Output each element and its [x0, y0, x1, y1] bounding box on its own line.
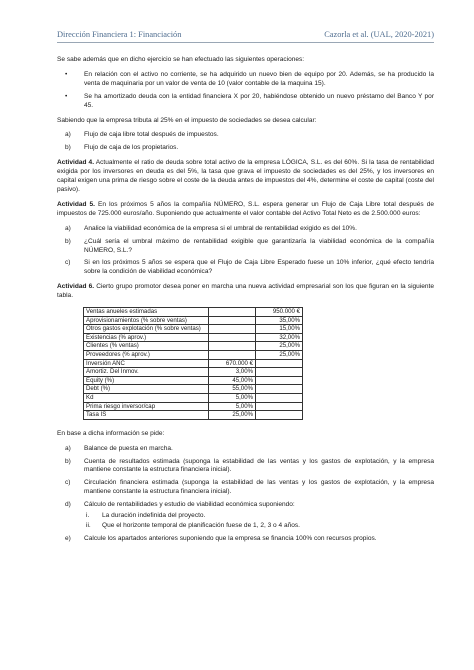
activity-5-item-marker: b) — [65, 237, 71, 245]
ask-item — [57, 144, 434, 153]
table-row — [84, 342, 303, 351]
requirement-item — [57, 501, 434, 531]
row-value-right: 35,00% — [256, 316, 303, 325]
requirement-item-text: Cuenta de resultados estimada (suponga la estabilidad de las ventas y los gastos de explotación, y la empresa mantiene constante la estructura financiera inicial). — [84, 457, 434, 474]
activity-4 — [57, 159, 434, 195]
row-value-right — [256, 368, 303, 377]
table-row — [84, 411, 303, 420]
requirement-item-marker: d) — [65, 501, 71, 509]
table-row — [84, 393, 303, 402]
row-value-mid — [209, 316, 256, 325]
activity-5-text: En los próximos 5 años la compañía NÚMERO, S.L. espera generar un Flujo de Caja Libre total después de impuestos de 725.000 euros/año. Suponiendo que actualmente el valor contable del Activo Total Neto es de 2.500.000 euros: — [57, 200, 434, 217]
requirement-d-sublist — [84, 512, 434, 531]
activity-6 — [57, 283, 434, 301]
row-label: Inversión ANC — [84, 359, 209, 368]
ask-item-marker: a) — [65, 131, 71, 139]
row-label: Existencias (% aprov.) — [84, 333, 209, 342]
activity-5-list — [57, 225, 434, 278]
table-row — [84, 385, 303, 394]
row-value-right — [256, 402, 303, 411]
requirement-item-text: Circulación financiera estimada (suponga la estabilidad de las ventas y los gastos de explotación, y la empresa mantiene constante la estructura financiera inicial). — [84, 479, 434, 496]
row-value-mid: 5,00% — [209, 393, 256, 402]
activity-4-text: Actualmente el ratio de deuda sobre total activo de la empresa LÓGICA, S.L. es del 60%. Si la tasa de rentabilidad exigida por los inversores en deuda es del 5%, la tasa que grava el impuesto de sociedades es del 25%, y los inversores en capital exigen una prima de riesgo sobre el coste de la deuda antes de impuestos del 4%, determine el coste de capital (coste del pasivo). — [57, 159, 434, 193]
row-value-mid: 670.000 € — [209, 359, 256, 368]
requirements-list — [57, 445, 434, 544]
requirement-d-subitem-marker: ii. — [86, 522, 91, 529]
row-value-mid: 55,00% — [209, 385, 256, 394]
row-label: Otros gastos explotación (% sobre ventas) — [84, 325, 209, 334]
data-table — [83, 307, 303, 420]
row-value-right: 25,00% — [256, 342, 303, 351]
row-label: Amortiz. Del Inmov. — [84, 368, 209, 377]
requirement-item-text: Calcule los apartados anteriores suponiendo que la empresa se financia 100% con recursos propios. — [84, 534, 377, 542]
row-value-mid — [209, 351, 256, 360]
operation-item — [57, 71, 434, 89]
activity-5-item-text: Si en los próximos 5 años se espera que el Flujo de Caja Libre Esperado fuese un 10% inferior, ¿qué efecto tendría sobre la condición de viabilidad económica? — [84, 259, 434, 276]
operation-item-text: Se ha amortizado deuda con la entidad financiera X por 20, habiéndose obtenido un nuevo préstamo del Banco Y por 45. — [84, 92, 434, 109]
activity-5 — [57, 201, 434, 219]
row-value-mid — [209, 333, 256, 342]
activity-5-label: Actividad 5. — [57, 200, 95, 208]
requirement-d-subitem-text: La duración indefinida del proyecto. — [102, 512, 206, 520]
activity-5-item — [57, 238, 434, 256]
table-row — [84, 376, 303, 385]
table-row — [84, 308, 303, 317]
requirement-item-marker: a) — [65, 444, 71, 452]
ask-paragraph: Sabiendo que la empresa tributa al 25% en el impuesto de sociedades se desea calcular: — [57, 116, 317, 124]
operations-list — [57, 71, 434, 111]
table-row — [84, 316, 303, 325]
requirement-item-marker: c) — [65, 479, 71, 487]
requirement-item — [57, 535, 434, 544]
activity-5-item-marker: a) — [65, 224, 71, 232]
row-value-right — [256, 411, 303, 420]
ask-item-text: Flujo de caja libre total después de impuestos. — [84, 131, 219, 139]
row-value-right — [256, 385, 303, 394]
row-label: Equity (%) — [84, 376, 209, 385]
row-value-mid — [209, 308, 256, 317]
activity-6-text: Cierto grupo promotor desea poner en marcha una nueva actividad empresarial son los que figuran en la siguiente tabla. — [57, 283, 435, 300]
requirement-item-marker: b) — [65, 457, 71, 465]
intro-paragraph: Se sabe además que en dicho ejercicio se han efectuado las siguientes operaciones: — [57, 56, 305, 63]
activity-5-item — [57, 225, 434, 234]
row-value-mid: 3,00% — [209, 368, 256, 377]
row-value-right: 32,00% — [256, 333, 303, 342]
header-authors: Cazorla et al. (UAL, 2020-2021) — [324, 30, 434, 39]
requirement-item — [57, 445, 434, 454]
table-row — [84, 325, 303, 334]
table-row — [84, 402, 303, 411]
row-label: Tasa IS — [84, 411, 209, 420]
row-label: Aprovisionamientos (% sobre ventas) — [84, 316, 209, 325]
document-body — [57, 56, 434, 550]
row-value-right — [256, 359, 303, 368]
row-value-right: 25,00% — [256, 351, 303, 360]
row-value-mid: 25,00% — [209, 411, 256, 420]
operation-item — [57, 93, 434, 111]
requirement-item — [57, 458, 434, 476]
row-label: Prima riesgo inversor/cap — [84, 402, 209, 411]
requirement-d-subitem — [84, 512, 434, 521]
row-value-mid: 5,00% — [209, 402, 256, 411]
table-row — [84, 368, 303, 377]
table-row — [84, 333, 303, 342]
operation-item-marker: • — [65, 92, 68, 100]
operation-item-marker: • — [65, 70, 68, 78]
requirement-item-marker: e) — [65, 534, 71, 542]
requirement-item-text: Balance de puesta en marcha. — [84, 444, 173, 452]
row-label: Proveedores (% aprov.) — [84, 351, 209, 360]
activity-4-label: Actividad 4. — [57, 159, 95, 167]
activity-5-item-text: ¿Cuál sería el umbral máximo de rentabilidad exigible que garantizaría la viabilidad económica de la compañía NÚMERO, S.L.? — [84, 237, 434, 254]
page-header — [57, 30, 434, 43]
ask-item-marker: b) — [65, 144, 71, 152]
requirement-d-subitem — [84, 522, 434, 531]
row-value-right — [256, 376, 303, 385]
row-value-right: 15,00% — [256, 325, 303, 334]
requirement-d-subitem-text: Que el horizonte temporal de planificación fuese de 1, 2, 3 o 4 años. — [102, 522, 300, 529]
header-course: Dirección Financiera 1: Financiación — [57, 30, 182, 39]
operation-item-text: En relación con el activo no corriente, se ha adquirido un nuevo bien de equipo por 20. Además, se ha producido la venta de maquinaria por un valor de venta de 10 (valor contable de la maquina 15). — [84, 70, 434, 87]
row-label: Debt (%) — [84, 385, 209, 394]
row-value-mid — [209, 342, 256, 351]
activity-5-item-text: Analice la viabilidad económica de la empresa si el umbral de rentabilidad exigido es del 10%. — [84, 224, 357, 232]
table-row — [84, 359, 303, 368]
ask-list — [57, 131, 434, 153]
requirement-d-subitem-marker: i. — [86, 512, 90, 520]
base-paragraph: En base a dicha información se pide: — [57, 429, 165, 437]
row-value-mid — [209, 325, 256, 334]
row-label: Kd — [84, 393, 209, 402]
activity-5-item — [57, 259, 434, 277]
row-label: Clientes (% ventas) — [84, 342, 209, 351]
row-label: Ventas anueles estimadas — [84, 308, 209, 317]
activity-5-item-marker: c) — [65, 259, 71, 267]
row-value-right — [256, 393, 303, 402]
ask-item-text: Flujo de caja de los propietarios. — [84, 144, 179, 152]
activity-6-label: Actividad 6. — [57, 283, 95, 291]
table-row — [84, 351, 303, 360]
ask-item — [57, 131, 434, 140]
requirement-item-text: Cálculo de rentabilidades y estudio de viabilidad económica suponiendo: — [84, 501, 295, 509]
requirement-item — [57, 479, 434, 497]
row-value-mid: 45,00% — [209, 376, 256, 385]
row-value-right: 950.000 € — [256, 308, 303, 317]
